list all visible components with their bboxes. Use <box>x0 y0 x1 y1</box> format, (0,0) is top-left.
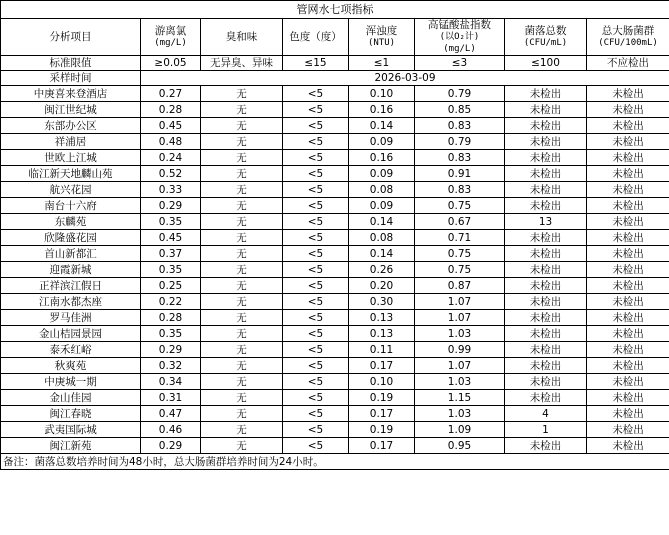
chlorine-value: 0.33 <box>141 182 201 198</box>
coliform-value: 未检出 <box>587 390 669 406</box>
header-row <box>1 19 669 56</box>
odor-value: 无 <box>201 230 283 246</box>
chlorine-value: 0.27 <box>141 86 201 102</box>
color-value: <5 <box>283 438 349 454</box>
coliform-value: 未检出 <box>587 278 669 294</box>
site-name: 首山新都汇 <box>1 246 141 262</box>
coliform-value: 未检出 <box>587 342 669 358</box>
turbidity-value: 0.09 <box>349 134 415 150</box>
cod-value: 0.95 <box>415 438 505 454</box>
odor-value: 无 <box>201 374 283 390</box>
header-color: 色度（度） <box>283 19 349 56</box>
table-row <box>1 310 669 326</box>
odor-value: 无 <box>201 134 283 150</box>
colony-value: 未检出 <box>505 102 587 118</box>
turbidity-value: 0.08 <box>349 182 415 198</box>
odor-value: 无 <box>201 214 283 230</box>
turbidity-value: 0.26 <box>349 262 415 278</box>
cod-value: 0.83 <box>415 182 505 198</box>
table-row <box>1 86 669 102</box>
chlorine-value: 0.34 <box>141 374 201 390</box>
turbidity-value: 0.14 <box>349 118 415 134</box>
coliform-value: 未检出 <box>587 118 669 134</box>
table-row <box>1 294 669 310</box>
site-name: 闽江新苑 <box>1 438 141 454</box>
colony-value: 未检出 <box>505 150 587 166</box>
cod-value: 1.03 <box>415 326 505 342</box>
colony-value: 未检出 <box>505 230 587 246</box>
chlorine-value: 0.31 <box>141 390 201 406</box>
table-row <box>1 230 669 246</box>
odor-value: 无 <box>201 342 283 358</box>
turbidity-value: 0.16 <box>349 150 415 166</box>
table-title: 管网水七项指标 <box>1 1 669 19</box>
cod-value: 0.71 <box>415 230 505 246</box>
table-row <box>1 422 669 438</box>
odor-value: 无 <box>201 294 283 310</box>
coliform-value: 未检出 <box>587 358 669 374</box>
colony-value: 未检出 <box>505 390 587 406</box>
cod-value: 1.15 <box>415 390 505 406</box>
color-value: <5 <box>283 118 349 134</box>
odor-value: 无 <box>201 118 283 134</box>
site-name: 闽江春晓 <box>1 406 141 422</box>
chlorine-value: 0.25 <box>141 278 201 294</box>
coliform-value: 未检出 <box>587 374 669 390</box>
turbidity-value: 0.17 <box>349 358 415 374</box>
coliform-value: 未检出 <box>587 246 669 262</box>
chlorine-value: 0.28 <box>141 102 201 118</box>
header-cod: 高锰酸盐指数 (以O₂计) (mg/L) <box>415 19 505 56</box>
header-colony: 菌落总数 (CFU/mL) <box>505 19 587 56</box>
coliform-value: 未检出 <box>587 406 669 422</box>
color-value: <5 <box>283 278 349 294</box>
color-value: <5 <box>283 102 349 118</box>
coliform-value: 未检出 <box>587 102 669 118</box>
site-name: 东部办公区 <box>1 118 141 134</box>
standard-value: ≤1 <box>349 56 415 71</box>
coliform-value: 未检出 <box>587 230 669 246</box>
cod-value: 1.03 <box>415 406 505 422</box>
colony-value: 未检出 <box>505 118 587 134</box>
table-row <box>1 102 669 118</box>
site-name: 中庚城一期 <box>1 374 141 390</box>
color-value: <5 <box>283 150 349 166</box>
colony-value: 1 <box>505 422 587 438</box>
color-value: <5 <box>283 262 349 278</box>
standard-label: 标准限值 <box>1 56 141 71</box>
chlorine-value: 0.22 <box>141 294 201 310</box>
cod-value: 0.99 <box>415 342 505 358</box>
turbidity-value: 0.10 <box>349 374 415 390</box>
coliform-value: 未检出 <box>587 134 669 150</box>
color-value: <5 <box>283 166 349 182</box>
chlorine-value: 0.46 <box>141 422 201 438</box>
color-value: <5 <box>283 406 349 422</box>
data-rows <box>1 86 669 454</box>
colony-value: 未检出 <box>505 326 587 342</box>
table-row <box>1 262 669 278</box>
cod-value: 0.67 <box>415 214 505 230</box>
table-row <box>1 198 669 214</box>
header-chlorine: 游离氯 (mg/L) <box>141 19 201 56</box>
table-row <box>1 182 669 198</box>
chlorine-value: 0.45 <box>141 230 201 246</box>
color-value: <5 <box>283 182 349 198</box>
cod-value: 0.91 <box>415 166 505 182</box>
colony-value: 未检出 <box>505 246 587 262</box>
site-name: 金山桔园景园 <box>1 326 141 342</box>
odor-value: 无 <box>201 310 283 326</box>
coliform-value: 未检出 <box>587 310 669 326</box>
chlorine-value: 0.28 <box>141 310 201 326</box>
color-value: <5 <box>283 374 349 390</box>
color-value: <5 <box>283 86 349 102</box>
turbidity-value: 0.19 <box>349 422 415 438</box>
table-row <box>1 166 669 182</box>
site-name: 欣隆盛花园 <box>1 230 141 246</box>
cod-value: 0.75 <box>415 262 505 278</box>
colony-value: 未检出 <box>505 278 587 294</box>
chlorine-value: 0.45 <box>141 118 201 134</box>
coliform-value: 未检出 <box>587 438 669 454</box>
odor-value: 无 <box>201 86 283 102</box>
chlorine-value: 0.32 <box>141 358 201 374</box>
site-name: 罗马佳洲 <box>1 310 141 326</box>
odor-value: 无 <box>201 166 283 182</box>
sampling-date: 2026-03-09 <box>141 71 669 86</box>
color-value: <5 <box>283 390 349 406</box>
coliform-value: 未检出 <box>587 86 669 102</box>
turbidity-value: 0.09 <box>349 198 415 214</box>
coliform-value: 未检出 <box>587 166 669 182</box>
colony-value: 未检出 <box>505 438 587 454</box>
chlorine-value: 0.47 <box>141 406 201 422</box>
cod-value: 1.03 <box>415 374 505 390</box>
site-name: 金山佳园 <box>1 390 141 406</box>
table-row <box>1 150 669 166</box>
odor-value: 无 <box>201 406 283 422</box>
standard-value: ≤3 <box>415 56 505 71</box>
header-item: 分析项目 <box>1 19 141 56</box>
site-name: 武夷国际城 <box>1 422 141 438</box>
odor-value: 无 <box>201 278 283 294</box>
chlorine-value: 0.48 <box>141 134 201 150</box>
cod-value: 0.83 <box>415 118 505 134</box>
cod-value: 0.79 <box>415 86 505 102</box>
color-value: <5 <box>283 230 349 246</box>
odor-value: 无 <box>201 246 283 262</box>
colony-value: 未检出 <box>505 294 587 310</box>
chlorine-value: 0.37 <box>141 246 201 262</box>
chlorine-value: 0.35 <box>141 326 201 342</box>
coliform-value: 未检出 <box>587 214 669 230</box>
site-name: 南台十六府 <box>1 198 141 214</box>
table-row <box>1 390 669 406</box>
colony-value: 未检出 <box>505 358 587 374</box>
sampling-row <box>1 71 669 86</box>
color-value: <5 <box>283 342 349 358</box>
site-name: 秋爽苑 <box>1 358 141 374</box>
site-name: 东麟苑 <box>1 214 141 230</box>
colony-value: 未检出 <box>505 134 587 150</box>
table-row <box>1 358 669 374</box>
colony-value: 4 <box>505 406 587 422</box>
site-name: 临江新天地麟山苑 <box>1 166 141 182</box>
chlorine-value: 0.35 <box>141 262 201 278</box>
table-row <box>1 374 669 390</box>
color-value: <5 <box>283 214 349 230</box>
cod-value: 1.09 <box>415 422 505 438</box>
colony-value: 未检出 <box>505 166 587 182</box>
colony-value: 未检出 <box>505 86 587 102</box>
site-name: 泰禾红峪 <box>1 342 141 358</box>
colony-value: 未检出 <box>505 374 587 390</box>
cod-value: 0.75 <box>415 246 505 262</box>
colony-value: 未检出 <box>505 342 587 358</box>
coliform-value: 未检出 <box>587 182 669 198</box>
site-name: 闽江世纪城 <box>1 102 141 118</box>
cod-value: 1.07 <box>415 358 505 374</box>
chlorine-value: 0.24 <box>141 150 201 166</box>
turbidity-value: 0.17 <box>349 438 415 454</box>
odor-value: 无 <box>201 358 283 374</box>
site-name: 江南水都杰座 <box>1 294 141 310</box>
turbidity-value: 0.09 <box>349 166 415 182</box>
cod-value: 1.07 <box>415 294 505 310</box>
odor-value: 无 <box>201 262 283 278</box>
turbidity-value: 0.14 <box>349 246 415 262</box>
chlorine-value: 0.52 <box>141 166 201 182</box>
table-row <box>1 278 669 294</box>
table-row <box>1 406 669 422</box>
turbidity-value: 0.11 <box>349 342 415 358</box>
turbidity-value: 0.16 <box>349 102 415 118</box>
color-value: <5 <box>283 294 349 310</box>
colony-value: 未检出 <box>505 198 587 214</box>
coliform-value: 未检出 <box>587 262 669 278</box>
table-row <box>1 342 669 358</box>
turbidity-value: 0.14 <box>349 214 415 230</box>
odor-value: 无 <box>201 102 283 118</box>
table-row <box>1 246 669 262</box>
color-value: <5 <box>283 134 349 150</box>
odor-value: 无 <box>201 198 283 214</box>
header-coliform: 总大肠菌群 (CFU/100mL) <box>587 19 669 56</box>
cod-value: 0.83 <box>415 150 505 166</box>
turbidity-value: 0.20 <box>349 278 415 294</box>
chlorine-value: 0.29 <box>141 198 201 214</box>
table-row <box>1 118 669 134</box>
footnote: 备注：菌落总数培养时间为48小时，总大肠菌群培养时间为24小时。 <box>1 454 669 470</box>
color-value: <5 <box>283 422 349 438</box>
standard-value: 无异臭、异味 <box>201 56 283 71</box>
colony-value: 未检出 <box>505 262 587 278</box>
cod-value: 1.07 <box>415 310 505 326</box>
cod-value: 0.87 <box>415 278 505 294</box>
turbidity-value: 0.13 <box>349 326 415 342</box>
coliform-value: 未检出 <box>587 422 669 438</box>
odor-value: 无 <box>201 182 283 198</box>
site-name: 祥浦居 <box>1 134 141 150</box>
cod-value: 0.85 <box>415 102 505 118</box>
color-value: <5 <box>283 326 349 342</box>
header-turbidity: 浑浊度 (NTU) <box>349 19 415 56</box>
site-name: 航兴花园 <box>1 182 141 198</box>
turbidity-value: 0.10 <box>349 86 415 102</box>
odor-value: 无 <box>201 326 283 342</box>
table-row <box>1 214 669 230</box>
turbidity-value: 0.30 <box>349 294 415 310</box>
color-value: <5 <box>283 310 349 326</box>
sampling-label: 采样时间 <box>1 71 141 86</box>
coliform-value: 未检出 <box>587 326 669 342</box>
site-name: 世欧上江城 <box>1 150 141 166</box>
table-row <box>1 134 669 150</box>
odor-value: 无 <box>201 422 283 438</box>
table-row <box>1 326 669 342</box>
cod-value: 0.79 <box>415 134 505 150</box>
colony-value: 未检出 <box>505 182 587 198</box>
standard-value: ≤100 <box>505 56 587 71</box>
coliform-value: 未检出 <box>587 150 669 166</box>
colony-value: 未检出 <box>505 310 587 326</box>
turbidity-value: 0.13 <box>349 310 415 326</box>
turbidity-value: 0.08 <box>349 230 415 246</box>
cod-value: 0.75 <box>415 198 505 214</box>
chlorine-value: 0.29 <box>141 342 201 358</box>
odor-value: 无 <box>201 150 283 166</box>
color-value: <5 <box>283 246 349 262</box>
table-row <box>1 438 669 454</box>
turbidity-value: 0.17 <box>349 406 415 422</box>
odor-value: 无 <box>201 438 283 454</box>
standard-value: ≤15 <box>283 56 349 71</box>
colony-value: 13 <box>505 214 587 230</box>
standard-value: 不应检出 <box>587 56 669 71</box>
site-name: 迎霞新城 <box>1 262 141 278</box>
site-name: 中庚喜来登酒店 <box>1 86 141 102</box>
color-value: <5 <box>283 198 349 214</box>
standard-row <box>1 56 669 71</box>
coliform-value: 未检出 <box>587 294 669 310</box>
site-name: 正祥滨江假日 <box>1 278 141 294</box>
standard-value: ≥0.05 <box>141 56 201 71</box>
chlorine-value: 0.29 <box>141 438 201 454</box>
odor-value: 无 <box>201 390 283 406</box>
header-odor: 臭和味 <box>201 19 283 56</box>
turbidity-value: 0.19 <box>349 390 415 406</box>
chlorine-value: 0.35 <box>141 214 201 230</box>
color-value: <5 <box>283 358 349 374</box>
coliform-value: 未检出 <box>587 198 669 214</box>
